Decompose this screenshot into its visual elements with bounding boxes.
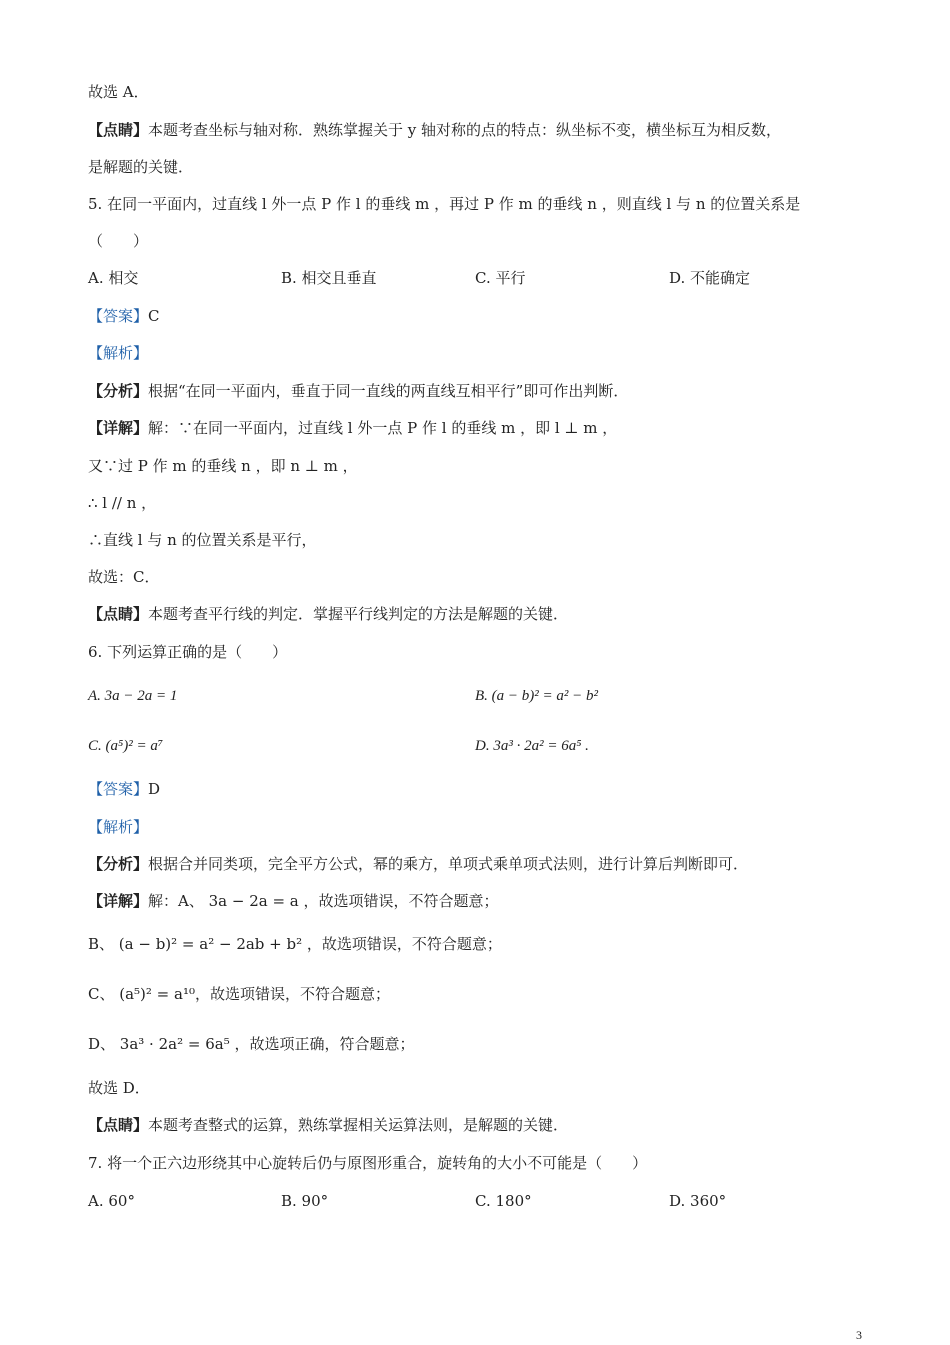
dianjing-tag: 【点睛】 — [88, 121, 149, 139]
q7-option-d: D. 360° — [669, 1192, 727, 1210]
question-5-text: 5. 在同一平面内，过直线 l 外一点 P 作 l 的垂线 m ，再过 P 作 m 的垂线 n ，则直线 l 与 n 的位置关系是 — [88, 195, 801, 213]
solution-line: 故选：C． — [88, 568, 160, 586]
q6-option-a: A. 3a − 2a = 1 — [88, 688, 178, 704]
q6-answer — [88, 779, 160, 799]
q7-option-a: A. 60° — [88, 1192, 135, 1210]
fenxi-text: 根据合并同类项，完全平方公式，幂的乘方，单项式乘单项式法则，进行计算后判断即可． — [148, 855, 749, 873]
q5-xiangjie — [88, 418, 617, 438]
q7-option-b: B. 90° — [281, 1192, 329, 1210]
answer-value: D — [148, 780, 161, 798]
solution-line: C、 (a⁵)² = a¹⁰，故选项错误，不符合题意； — [88, 985, 390, 1003]
q6-xiangjie — [88, 891, 499, 911]
text-line: 故选 A． — [88, 83, 149, 101]
q5-option-a: A. 相交 — [88, 269, 139, 287]
q5-answer — [88, 306, 160, 326]
dianjing-tag: 【点睛】 — [88, 605, 149, 623]
xiangjie-text: 解：∵在同一平面内，过直线 l 外一点 P 作 l 的垂线 m ，即 l ⊥ m ， — [148, 419, 618, 437]
q5-analysis-tag: 【解析】 — [88, 344, 149, 362]
fenxi-text: 根据“在同一平面内，垂直于同一直线的两直线互相平行”即可作出判断． — [148, 382, 629, 400]
question-7-text: 7. 将一个正六边形绕其中心旋转后仍与原图形重合，旋转角的大小不可能是（ ） — [88, 1154, 648, 1172]
q6-analysis-tag: 【解析】 — [88, 818, 149, 836]
solution-line: ∴ l // n ， — [88, 494, 157, 512]
q6-dianjing — [88, 1115, 568, 1135]
text-line: 是解题的关键． — [88, 158, 194, 176]
dianjing-text: 本题考查平行线的判定．掌握平行线判定的方法是解题的关键． — [148, 605, 569, 623]
q5-dianjing — [88, 604, 568, 624]
q5-option-b: B. 相交且垂直 — [281, 269, 377, 287]
solution-line: B、 (a − b)² = a² − 2ab + b² ，故选项错误，不符合题意； — [88, 935, 502, 953]
q7-option-c: C. 180° — [475, 1192, 532, 1210]
solution-line: D、 3a³ · 2a² = 6a⁵ ，故选项正确，符合题意； — [88, 1035, 415, 1053]
fenxi-tag: 【分析】 — [88, 855, 149, 873]
q5-fenxi — [88, 381, 628, 401]
dianjing-text: 本题考查坐标与轴对称．熟练掌握关于 y 轴对称的点的特点：纵坐标不变，横坐标互为相反数， — [148, 121, 782, 139]
xiangjie-tag: 【详解】 — [88, 419, 149, 437]
answer-tag: 【答案】 — [88, 780, 149, 798]
dianjing-tag: 【点睛】 — [88, 1116, 149, 1134]
q6-option-d: D. 3a³ · 2a² = 6a⁵ . — [475, 738, 589, 754]
answer-value: C — [148, 307, 160, 325]
q6-option-c: C. (a⁵)² = a⁷ — [88, 738, 164, 754]
dianjing-paragraph — [88, 120, 781, 140]
xiangjie-text: 解：A、 3a − 2a = a ，故选项错误，不符合题意； — [148, 892, 499, 910]
solution-line: 又∵过 P 作 m 的垂线 n ，即 n ⊥ m ， — [88, 457, 358, 475]
xiangjie-tag: 【详解】 — [88, 892, 149, 910]
question-5-paren: （ ） — [88, 232, 149, 250]
q6-option-b: B. (a − b)² = a² − b² — [475, 688, 599, 704]
fenxi-tag: 【分析】 — [88, 382, 149, 400]
solution-line: 故选 D． — [88, 1079, 150, 1097]
q6-fenxi — [88, 854, 748, 874]
dianjing-text: 本题考查整式的运算，熟练掌握相关运算法则，是解题的关键． — [148, 1116, 569, 1134]
answer-tag: 【答案】 — [88, 307, 149, 325]
page-number: 3 — [856, 1328, 862, 1342]
q5-option-d: D. 不能确定 — [669, 269, 751, 287]
q5-option-c: C. 平行 — [475, 269, 526, 287]
question-6-text: 6. 下列运算正确的是（ ） — [88, 643, 288, 661]
solution-line: ∴直线 l 与 n 的位置关系是平行， — [88, 531, 317, 549]
